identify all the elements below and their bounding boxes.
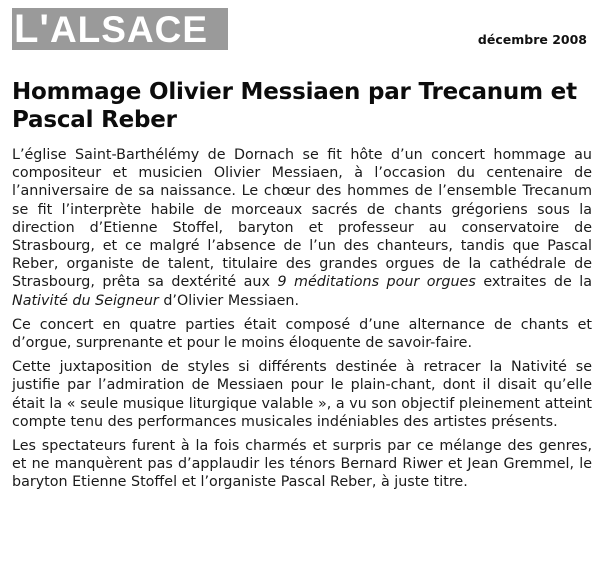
article-body xyxy=(12,146,592,498)
paragraph-1-connector: extraites de la xyxy=(475,274,593,291)
work-title-meditations: 9 méditations pour orgues xyxy=(277,274,476,291)
publication-date: décembre 2008 xyxy=(477,32,587,47)
paragraph-1-text: L’église Saint-Barthélémy de Dornach se fit hôte d’un concert hommage au compositeur et musicien Olivier Messiaen, à l’occasion du centenaire de l’anniversaire de sa naissance. Le chœur des hommes de l’ensemble Trecanum se fit l’interprète habile de morceaux sacrés de chants grégoriens sous la direction d’Etienne Stoffel, baryton et professeur au conservatoire de Strasbourg, et ce malgré l’absence de l’un des chanteurs, tandis que Pascal Reber, organiste de talent, titulaire des grandes orgues de la cathédrale de Strasbourg, prêta sa dextérité aux xyxy=(12,147,592,291)
article-paragraph-4: Les spectateurs furent à la fois charmés et surpris par ce mélange des genres, et ne manquèrent pas d’applaudir les ténors Bernard Riwer et Jean Gremmel, le baryton Etienne Stoffel et l’organiste Pascal Reber, à juste titre. xyxy=(12,438,592,491)
newspaper-logo xyxy=(12,8,228,50)
article-paragraph-1 xyxy=(12,146,592,310)
logo-first-part: L' xyxy=(14,8,50,50)
article-paragraph-2: Ce concert en quatre parties était composé d’une alternance de chants et d’orgue, surprenante et pour le moins éloquente de savoir-faire. xyxy=(12,316,592,352)
logo-second-part: ALSACE xyxy=(49,8,209,50)
work-title-nativite: Nativité du Seigneur xyxy=(12,292,159,309)
newspaper-logo-text xyxy=(12,8,208,50)
article-paragraph-3: Cette juxtaposition de styles si différents destinée à retracer la Nativité se justifie par l’admiration de Messiaen pour le plain-chant, dont il disait qu’elle était la « seule musique liturgique valable », a vu son objectif pleinement atteint compte tenu des performances musicales indéniables des artistes présents. xyxy=(12,359,592,430)
article-headline: Hommage Olivier Messiaen par Trecanum et Pascal Reber xyxy=(12,79,577,133)
paragraph-1-ending: d’Olivier Messiaen. xyxy=(158,292,299,309)
